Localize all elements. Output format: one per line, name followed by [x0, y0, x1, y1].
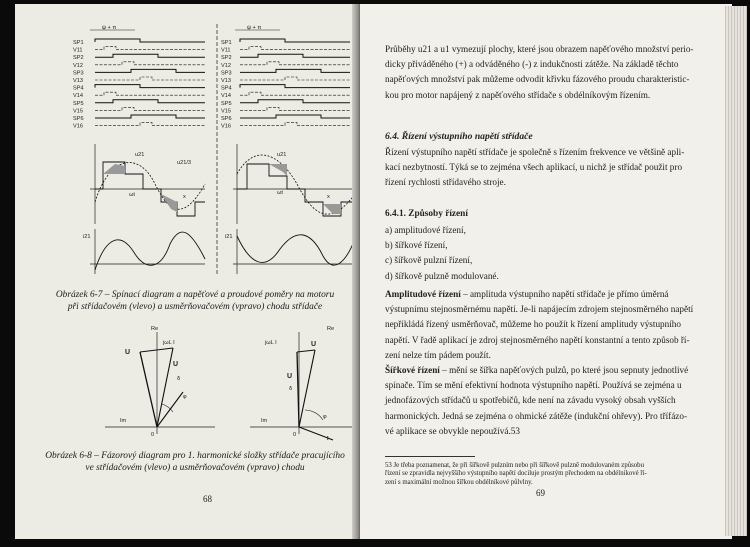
page-number-left: 68 [203, 494, 212, 504]
jwl-label-right: jωL I [265, 340, 277, 346]
switch-row-label: V15 [221, 108, 231, 115]
phasor-left [105, 326, 215, 438]
switch-row-label: SP1 [221, 40, 232, 46]
top-mark-right: ψ + π [247, 25, 262, 31]
u21-label-left: u21 [135, 152, 145, 158]
page-edges [725, 6, 747, 536]
x-label-right: x [327, 194, 330, 200]
switch-row-label: SP5 [221, 100, 232, 107]
switch-row-label: V14 [221, 93, 231, 100]
figure-6-8-caption: Obrázek 6-8 – Fázorový diagram pro 1. harmonické složky střídače pracujícího ve střídačovém (vlevo) a usměrňovačovém (vpravo) chodu [45, 451, 345, 473]
delta-label-left: δ [177, 376, 181, 382]
intro-paragraph [385, 42, 720, 103]
control-methods-paragraph [385, 287, 720, 439]
switch-row-trace [95, 77, 205, 80]
switch-row-label: V11 [73, 47, 83, 54]
u-label-right: U [311, 341, 317, 348]
list-item: d) šířkově pulzně modulované. [385, 270, 499, 281]
intro-line: kou pro motor napájený z napěťového střídače s obdélníkovým řízením. [385, 89, 651, 100]
paragraph-line: výstupnímu stejnosměrnému napětí. Je-li napájecím zdrojem stejnosměrného napětí [385, 304, 694, 315]
switch-row-trace [240, 39, 350, 42]
switch-row-trace [95, 39, 205, 42]
footnote-line: řízení se zpravidla nejvyššího výstupního napětí dociluje prostým přechodem na obdélníkové ří- [385, 470, 647, 478]
u2-label-left: U [173, 361, 179, 368]
paragraph-line: Amplitudové řízení – amplituda výstupního napětí střídače je přímo úměrná [385, 289, 669, 299]
switch-row-trace [240, 115, 350, 118]
switch-row-label: V14 [73, 93, 83, 100]
footnote-line: 53 Je třeba poznamenat, že při šířkově pulzním nebo při šířkově pulzně modulovaném způsobu [385, 462, 644, 469]
paragraph-line: jednofázových střídačů u spotřebičů, kde není na závadu vysoký obsah vyšších [385, 395, 676, 406]
switch-row-label: SP5 [73, 100, 84, 107]
switch-row-label: SP1 [73, 40, 84, 46]
origin-label-left: 0 [151, 432, 155, 438]
figure-6-7-diagram [65, 24, 355, 274]
phi-label-right: φ [323, 414, 327, 420]
section-line: kací nezbytností. Týká se to zejména všech aplikací, u nichž je střídač použit pro [385, 162, 683, 173]
current-waveform-right [225, 229, 355, 274]
switch-row-trace [95, 69, 205, 72]
right-page [360, 4, 732, 539]
wt-label-left: ωt [129, 192, 135, 198]
switch-row-label: V13 [221, 78, 231, 84]
switch-row-label: SP4 [73, 85, 84, 92]
switch-row-trace [95, 62, 205, 65]
switch-row-trace [240, 123, 350, 126]
paragraph-line: vé aplikace se obvykle nepoužívá.53 [385, 425, 520, 436]
wt-label-right: ωt [277, 190, 283, 196]
list-item: a) amplitudové řízení, [385, 225, 466, 235]
footnote [385, 462, 720, 487]
switch-row-label: V13 [73, 78, 83, 84]
re-label-right: Re [327, 326, 335, 332]
switch-row-label: V12 [73, 62, 83, 69]
u21-label-right: u21 [277, 152, 287, 158]
section-heading: 6.4. Řízení výstupního napětí střídače [385, 131, 533, 142]
left-page [15, 4, 355, 539]
voltage-waveform-right [233, 144, 355, 224]
figure-6-7-caption: Obrázek 6-7 – Spínací diagram a napěťové a proudové poměry na motoru při střídačovém (vlevo) a usměrňovačovém (vpravo) chodu střídače [55, 290, 335, 312]
switch-row-label: V16 [221, 123, 231, 130]
switch-row-label: V16 [73, 123, 83, 130]
intro-line: napěťových množství pak můžeme odvodit křivku fázového proudu charakteristic- [385, 74, 690, 85]
re-label-left: Re [151, 326, 159, 332]
switch-row-trace [240, 85, 350, 88]
im-label-left: Im [120, 418, 127, 424]
paragraph-line: harmonických. Jedná se zejména o ohmické zátěže (indukční ohřevy). Pro třífázo- [385, 410, 688, 421]
intro-line: Průběhy u21 a u1 vymezují plochy, které jsou obrazem napěťového množství perio- [385, 44, 694, 54]
section-line: řízení rychlosti střídavého stroje. [385, 177, 506, 188]
switch-row-trace [240, 107, 350, 110]
i21-label-left: i21 [83, 234, 91, 240]
bold-term: Amplitudové řízení [385, 289, 461, 299]
switch-row-trace [240, 100, 350, 103]
switch-row-trace [95, 92, 205, 95]
bold-term: Šířkové řízení [385, 365, 440, 376]
x-label-left: x [183, 194, 186, 200]
switch-row-label: SP3 [221, 70, 232, 77]
footnote-line: zení s maximální možnou šířkou obdélníkové půlvlny. [385, 478, 533, 486]
subsection-heading: 6.4.1. Způsoby řízení [385, 209, 468, 219]
paragraph-line: zení nelze tím pádem použít. [385, 349, 491, 360]
switch-row-label: SP4 [221, 85, 232, 92]
paragraph-line: napětí. V řadě aplikací je zdroj stejnosměrného napětí konstantní a tento způsob ří- [385, 334, 690, 345]
paragraph-line: Šířkové řízení – mění se šířka napěťových pulzů, po které jsou sepnuty jednotlivé [385, 365, 689, 376]
im-label-right: Im [261, 418, 268, 424]
switch-row-trace [95, 100, 205, 103]
section-paragraph [385, 145, 720, 191]
switch-row-trace [95, 115, 205, 118]
switch-row-trace [95, 47, 205, 50]
list-item: b) šířkové řízení, [385, 240, 448, 251]
top-mark-left: ψ + π [102, 25, 117, 31]
current-waveform-left [83, 229, 205, 274]
methods-list [385, 223, 499, 284]
switch-row-label: V15 [73, 108, 83, 115]
switch-row-trace [240, 69, 350, 72]
switch-row-trace [240, 62, 350, 65]
switch-row-trace [240, 92, 350, 95]
phasor-right [250, 326, 355, 442]
figure-6-8-diagram [65, 322, 355, 442]
phi-label-left: φ [183, 394, 187, 400]
switch-row-label: SP2 [73, 55, 84, 62]
footnote-rule [385, 456, 475, 457]
switch-row-trace [95, 107, 205, 110]
delta-label-right: δ [289, 386, 293, 392]
u3-label-left: u21/3 [177, 160, 191, 166]
switch-row-trace [95, 123, 205, 126]
u2-label-right: U [287, 373, 293, 380]
switch-row-trace [240, 47, 350, 50]
switch-row-label: SP2 [221, 55, 232, 62]
paragraph-line: spínače. Tím se mění efektivní hodnota výstupního napětí. Používá se zejména u [385, 380, 682, 391]
u-label-left: U [125, 349, 131, 356]
jwl-label-left: jωL I [163, 340, 175, 346]
switch-row-trace [240, 54, 350, 57]
i-label-right: I [327, 436, 329, 442]
list-item: c) šířkově pulzní řízení, [385, 255, 473, 266]
switch-row-label: SP3 [73, 70, 84, 77]
paragraph-line: nepřikládá řízený usměrňovač, můžeme ho použít k řízení amplitudy výstupního [385, 319, 681, 330]
origin-label-right: 0 [293, 432, 297, 438]
switch-row-label: V12 [221, 62, 231, 69]
switch-row-label: SP6 [221, 116, 232, 122]
i21-label-right: i21 [225, 234, 233, 240]
switch-row-trace [95, 85, 205, 88]
page-number-right: 69 [536, 488, 545, 498]
intro-line: dicky přiváděného (+) a odváděného (-) z indukčnosti zátěže. Na základě těchto [385, 59, 679, 70]
switch-row-label: V11 [221, 47, 231, 54]
section-line: Řízení výstupního napětí střídače je společně s řízením frekvence ve většině apli- [385, 147, 685, 157]
switch-row-trace [95, 54, 205, 57]
voltage-waveform-left [90, 144, 205, 224]
switch-row-label: SP6 [73, 116, 84, 122]
switch-row-trace [240, 77, 350, 80]
